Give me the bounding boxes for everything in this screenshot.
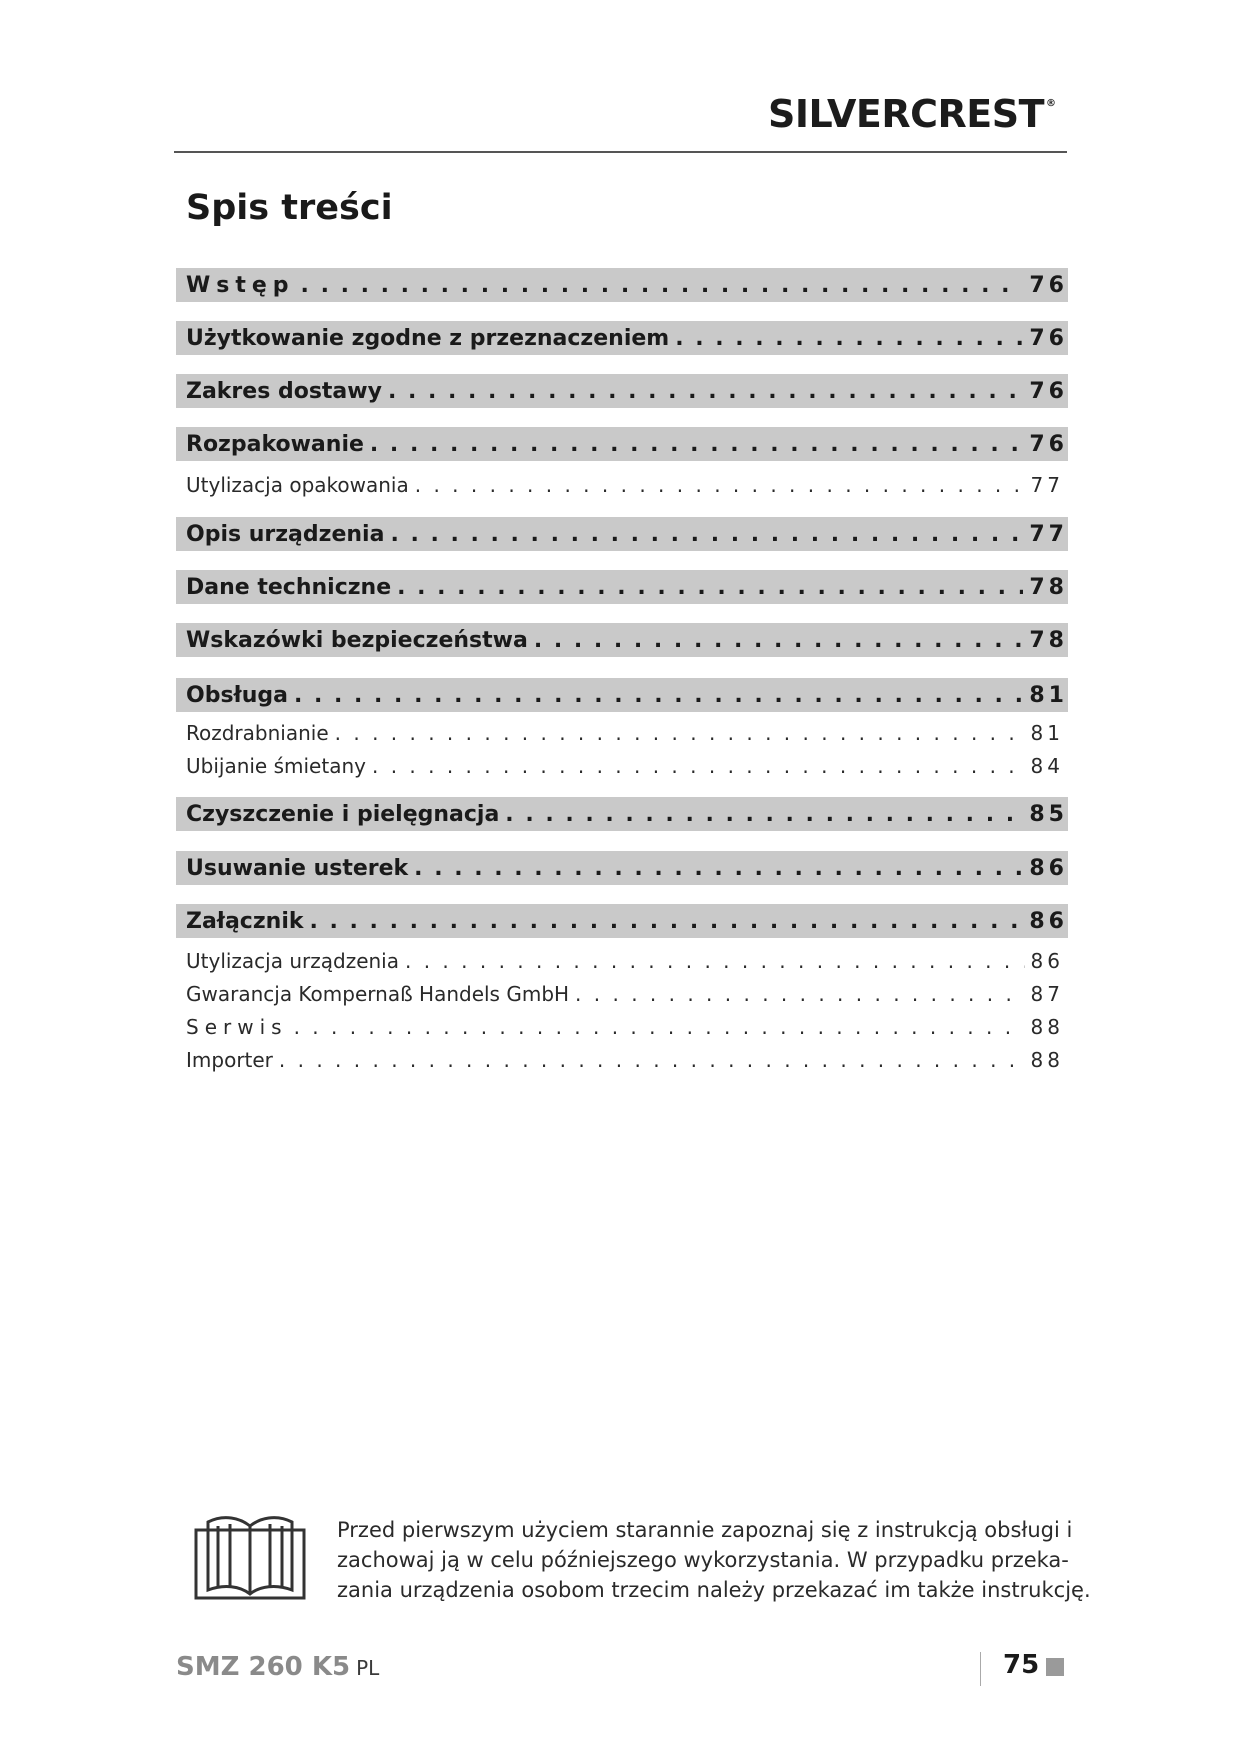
toc-leader-dots <box>405 949 1025 973</box>
toc-entry-wskazowki[interactable] <box>176 623 1068 657</box>
toc-entry-title: Ubijanie śmietany <box>186 754 366 778</box>
toc-entry-page: 81 <box>1029 682 1068 708</box>
toc-entry-title: Obsługa <box>186 682 288 708</box>
toc-entry-opis-urzadzenia[interactable] <box>176 517 1068 551</box>
toc-subentry-serwis[interactable] <box>176 1012 1068 1042</box>
notice-line: Przed pierwszym użyciem starannie zapoznaj się z instrukcją obsługi i <box>337 1518 1073 1542</box>
toc-leader-dots <box>372 754 1025 778</box>
toc-entry-title: Utylizacja urządzenia <box>186 949 399 973</box>
toc-leader-dots <box>575 982 1025 1006</box>
instruction-notice <box>337 1515 1091 1605</box>
toc-entry-title: Importer <box>186 1048 273 1072</box>
toc-entry-title: Gwarancja Kompernaß Handels GmbH <box>186 982 570 1006</box>
toc-leader-dots <box>675 326 1023 351</box>
toc-leader-dots <box>310 909 1024 934</box>
toc-entry-title: Serwis <box>186 1015 288 1039</box>
toc-entry-page: 76 <box>1029 272 1068 298</box>
toc-leader-dots <box>505 802 1023 827</box>
toc-leader-dots <box>415 473 1025 497</box>
toc-entry-zalacznik[interactable] <box>176 904 1068 938</box>
square-marker-icon <box>1046 1658 1064 1676</box>
footer-divider <box>980 1652 981 1686</box>
toc-entry-uzytkowanie[interactable] <box>176 321 1068 355</box>
toc-entry-page: 77 <box>1030 473 1064 497</box>
toc-entry-title: Rozdrabnianie <box>186 721 329 745</box>
toc-entry-zakres-dostawy[interactable] <box>176 374 1068 408</box>
toc-leader-dots <box>397 575 1023 600</box>
notice-line: zania urządzenia osobom trzecim należy przekazać im także instrukcję. <box>337 1578 1091 1602</box>
toc-leader-dots <box>294 1015 1025 1039</box>
toc-entry-title: Czyszczenie i pielęgnacja <box>186 801 500 827</box>
toc-entry-page: 78 <box>1029 627 1068 653</box>
open-book-icon <box>194 1512 306 1602</box>
toc-leader-dots <box>370 432 1023 457</box>
toc-entry-usuwanie-usterek[interactable] <box>176 851 1068 885</box>
toc-entry-page: 88 <box>1030 1015 1064 1039</box>
toc-entry-title: Rozpakowanie <box>186 431 364 457</box>
toc-entry-title: Usuwanie usterek <box>186 855 409 881</box>
toc-leader-dots <box>534 628 1024 653</box>
page-title: Spis treści <box>186 188 393 228</box>
toc-entry-page: 78 <box>1029 574 1068 600</box>
toc-leader-dots <box>390 522 1023 547</box>
toc-subentry-rozdrabnianie[interactable] <box>176 718 1068 748</box>
toc-entry-title: Utylizacja opakowania <box>186 473 409 497</box>
toc-leader-dots <box>279 1048 1025 1072</box>
toc-entry-page: 76 <box>1029 325 1068 351</box>
toc-entry-title: Wskazówki bezpieczeństwa <box>186 627 528 653</box>
toc-entry-title: Użytkowanie zgodne z przeznaczeniem <box>186 325 670 351</box>
toc-entry-obsluga[interactable] <box>176 678 1068 712</box>
toc-entry-dane-techniczne[interactable] <box>176 570 1068 604</box>
toc-entry-wstep[interactable] <box>176 268 1068 302</box>
toc-entry-page: 81 <box>1030 721 1064 745</box>
toc-subentry-gwarancja[interactable] <box>176 979 1068 1009</box>
toc-entry-title: Zakres dostawy <box>186 378 382 404</box>
toc-subentry-utylizacja-urzadzenia[interactable] <box>176 946 1068 976</box>
footer-language: PL <box>356 1656 380 1680</box>
toc-entry-page: 87 <box>1030 982 1064 1006</box>
brand-logo: SILVERCREST ® <box>768 92 1056 136</box>
toc-entry-title: Wstęp <box>186 272 295 298</box>
toc-subentry-importer[interactable] <box>176 1045 1068 1075</box>
toc-leader-dots <box>301 273 1024 298</box>
toc-leader-dots <box>388 379 1023 404</box>
toc-subentry-utylizacja-opakowania[interactable] <box>176 470 1068 500</box>
page-number: 75 <box>1003 1650 1040 1680</box>
toc-entry-page: 86 <box>1029 855 1068 881</box>
toc-leader-dots <box>294 683 1023 708</box>
toc-entry-page: 86 <box>1030 949 1064 973</box>
toc-entry-page: 85 <box>1029 801 1068 827</box>
toc-entry-rozpakowanie[interactable] <box>176 427 1068 461</box>
notice-line: zachowaj ją w celu późniejszego wykorzystania. W przypadku przeka- <box>337 1548 1069 1572</box>
toc-entry-page: 76 <box>1029 378 1068 404</box>
footer-model: SMZ 260 K5 PL <box>176 1652 380 1682</box>
toc-entry-title: Opis urządzenia <box>186 521 385 547</box>
toc-entry-page: 77 <box>1029 521 1068 547</box>
toc-entry-page: 88 <box>1030 1048 1064 1072</box>
toc-entry-title: Dane techniczne <box>186 574 392 600</box>
toc-subentry-ubijanie[interactable] <box>176 751 1068 781</box>
toc-entry-title: Załącznik <box>186 908 304 934</box>
toc-entry-czyszczenie[interactable] <box>176 797 1068 831</box>
toc-leader-dots <box>335 721 1025 745</box>
toc-entry-page: 76 <box>1029 431 1068 457</box>
toc-entry-page: 84 <box>1030 754 1064 778</box>
toc-entry-page: 86 <box>1029 908 1068 934</box>
toc-leader-dots <box>414 856 1023 881</box>
